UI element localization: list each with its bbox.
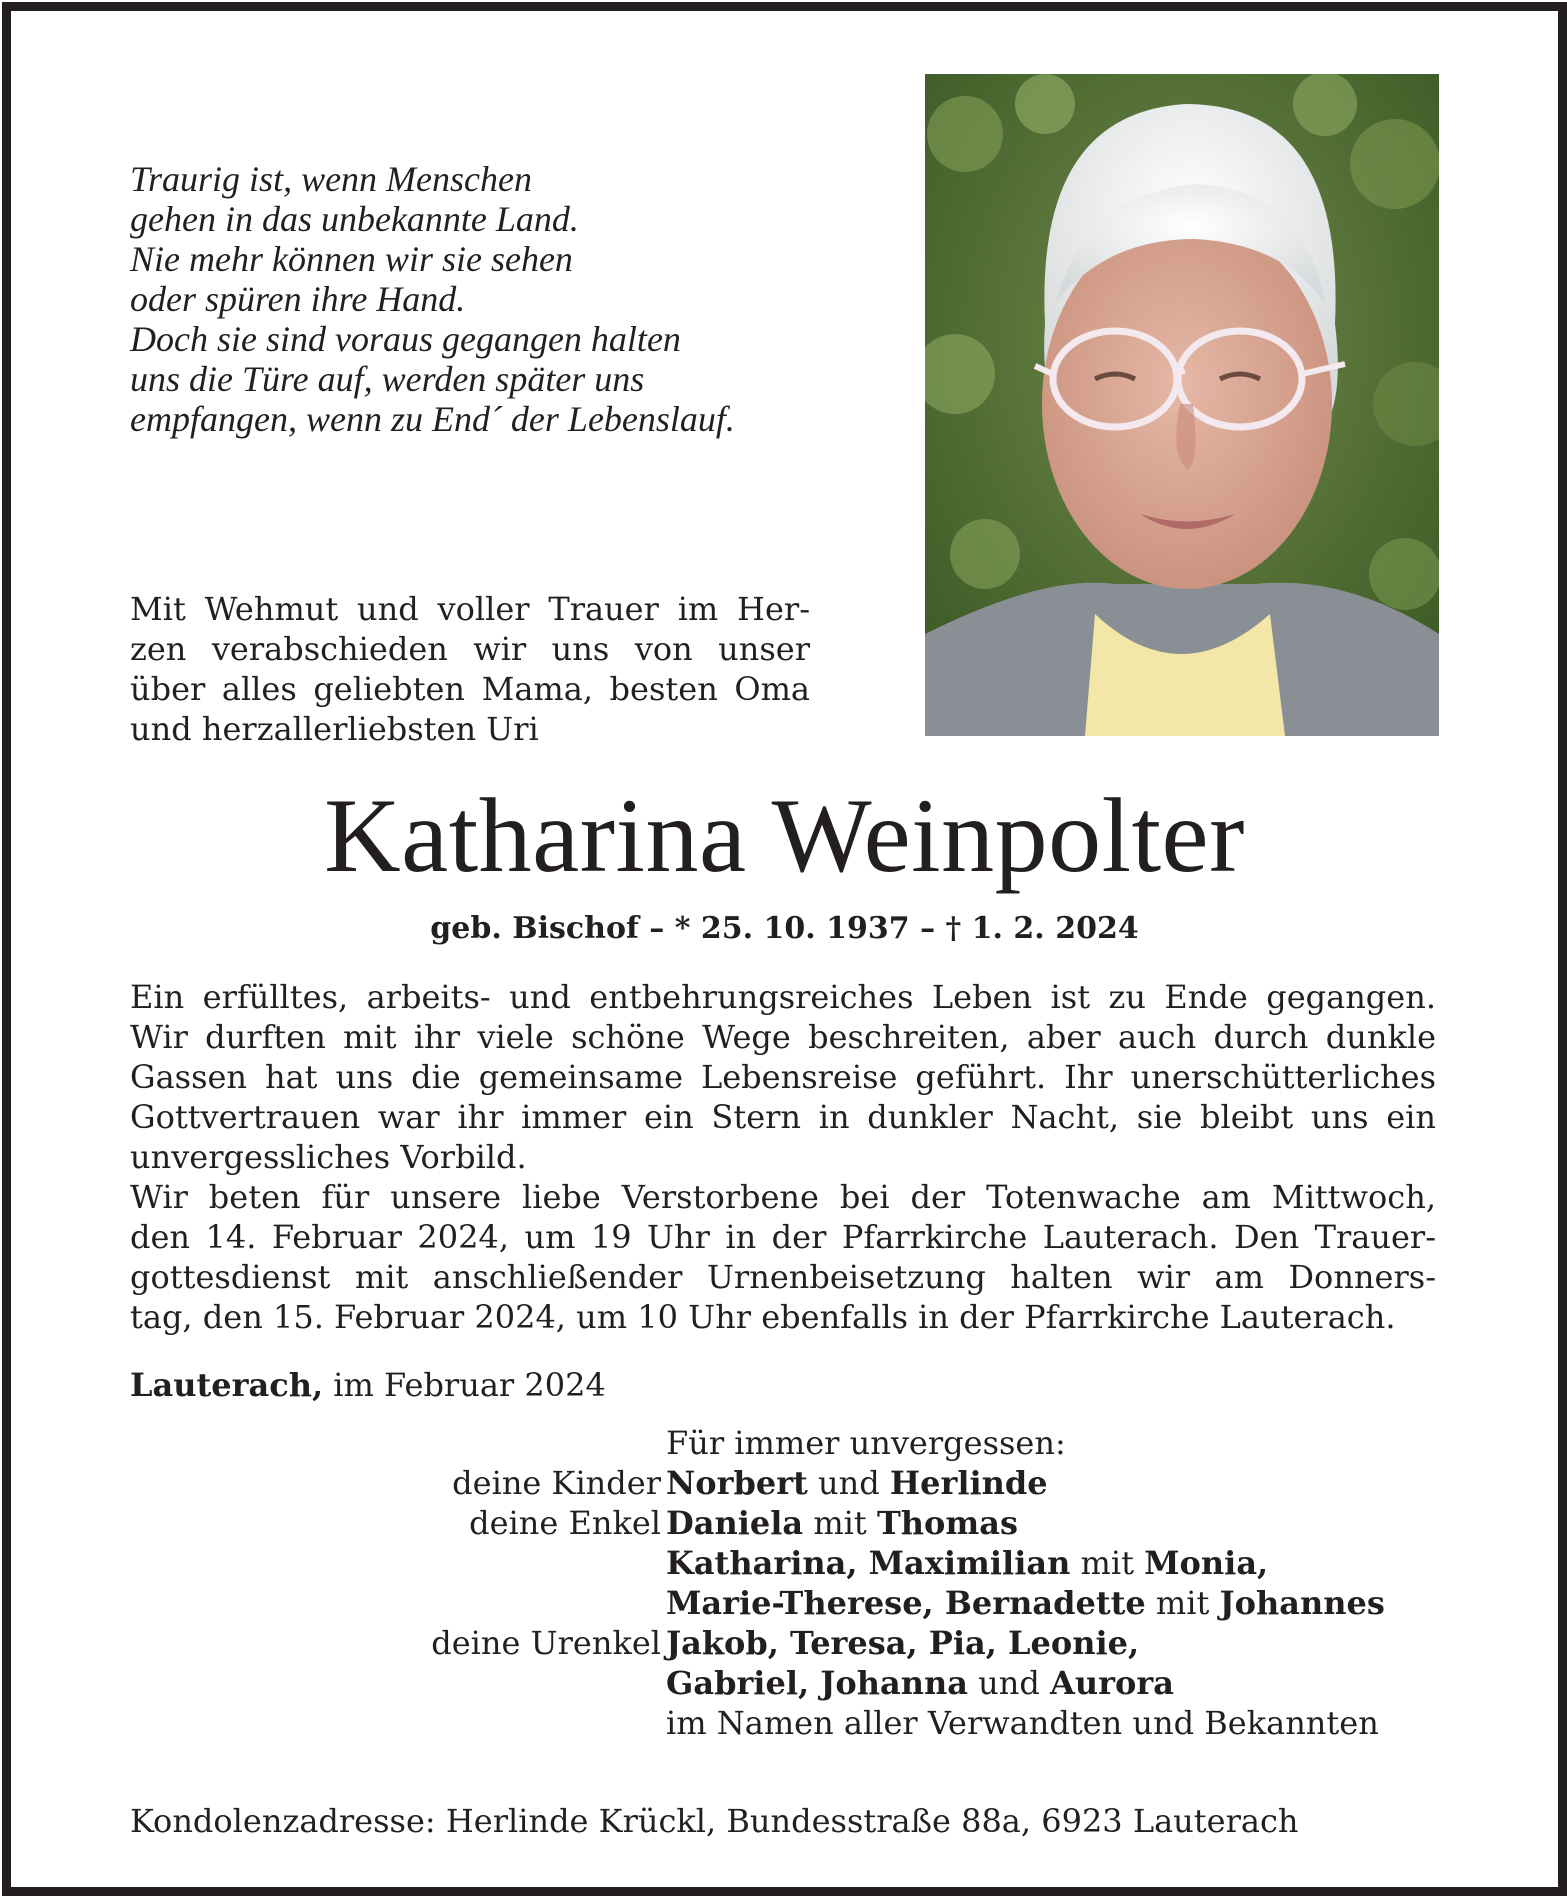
body-line: gottesdienst mit anschließender Urnenbeisetzung halten wir am Donners- [130, 1258, 1436, 1296]
mourner-names: Katharina, Maximilian mit Monia, [666, 1544, 1269, 1582]
body-line: Ein erfülltes, arbeits- und entbehrungsreiches Leben ist zu Ende gegangen. [130, 978, 1436, 1016]
condolence-address: Kondolenzadresse: Herlinde Krückl, Bundesstraße 88a, 6923 Lauterach [130, 1802, 1299, 1840]
poem-line: gehen in das unbekannte Land. [130, 199, 579, 239]
mourner-names: Jakob, Teresa, Pia, Leonie, [666, 1624, 1140, 1662]
poem-line: Nie mehr können wir sie sehen [130, 239, 573, 279]
place-date-text: im Februar 2024 [323, 1366, 606, 1404]
mourner-names: Daniela mit Thomas [666, 1504, 1018, 1542]
mourner-names: Marie-Therese, Bernadette mit Johannes [666, 1584, 1385, 1622]
intro-line: Mit Wehmut und voller Trauer im Her- [130, 590, 810, 628]
poem-line: Traurig ist, wenn Menschen [130, 159, 532, 199]
intro-line: zen verabschieden wir uns von unser [130, 630, 810, 668]
mourner-names: Gabriel, Johanna und Aurora [666, 1664, 1174, 1702]
relation-label: deine Enkel [469, 1504, 661, 1542]
body-line: Gottvertrauen war ihr immer ein Stern in dunkler Nacht, sie bleibt uns ein [130, 1098, 1436, 1136]
body-text [130, 977, 1436, 1337]
relation-label: deine Urenkel [431, 1624, 661, 1662]
poem-line: oder spüren ihre Hand. [130, 279, 466, 319]
place-city: Lauterach, [130, 1366, 324, 1404]
body-line: Wir beten für unsere liebe Verstorbene bei der Totenwache am Mittwoch, [130, 1178, 1436, 1216]
deceased-name: Katharina Weinpolter [324, 777, 1245, 894]
mourner-names: Norbert und Herlinde [666, 1464, 1048, 1502]
portrait-photo [925, 74, 1439, 736]
obituary-notice [2, 2, 1567, 1896]
mourners-heading: Für immer unvergessen: [666, 1424, 1066, 1462]
intro-text [130, 589, 810, 749]
body-line: den 14. Februar 2024, um 19 Uhr in der Pfarrkirche Lauterach. Den Trauer- [130, 1218, 1436, 1256]
deceased-dates: geb. Bischof – * 25. 10. 1937 – † 1. 2. 2024 [430, 911, 1139, 946]
portrait-illustration [925, 74, 1439, 736]
intro-line: und herzallerliebsten Uri [130, 710, 539, 748]
body-line: tag, den 15. Februar 2024, um 10 Uhr ebenfalls in der Pfarrkirche Lauterach. [130, 1298, 1396, 1336]
body-line: unvergessliches Vorbild. [130, 1138, 527, 1176]
poem [130, 159, 850, 439]
mourners-closing: im Namen aller Verwandten und Bekannten [666, 1704, 1379, 1742]
place-date [130, 1365, 606, 1405]
body-line: Wir durften mit ihr viele schöne Wege beschreiten, aber auch durch dunkle [130, 1018, 1436, 1056]
poem-line: empfangen, wenn zu End´ der Lebenslauf. [130, 399, 735, 439]
mourners-list [11, 1423, 1558, 1743]
poem-line: uns die Türe auf, werden später uns [130, 359, 645, 399]
poem-line: Doch sie sind voraus gegangen halten [130, 319, 681, 359]
relation-label: deine Kinder [452, 1464, 661, 1502]
intro-line: über alles geliebten Mama, besten Oma [130, 670, 810, 708]
body-line: Gassen hat uns die gemeinsame Lebensreise geführt. Ihr unerschütterliches [130, 1058, 1436, 1096]
